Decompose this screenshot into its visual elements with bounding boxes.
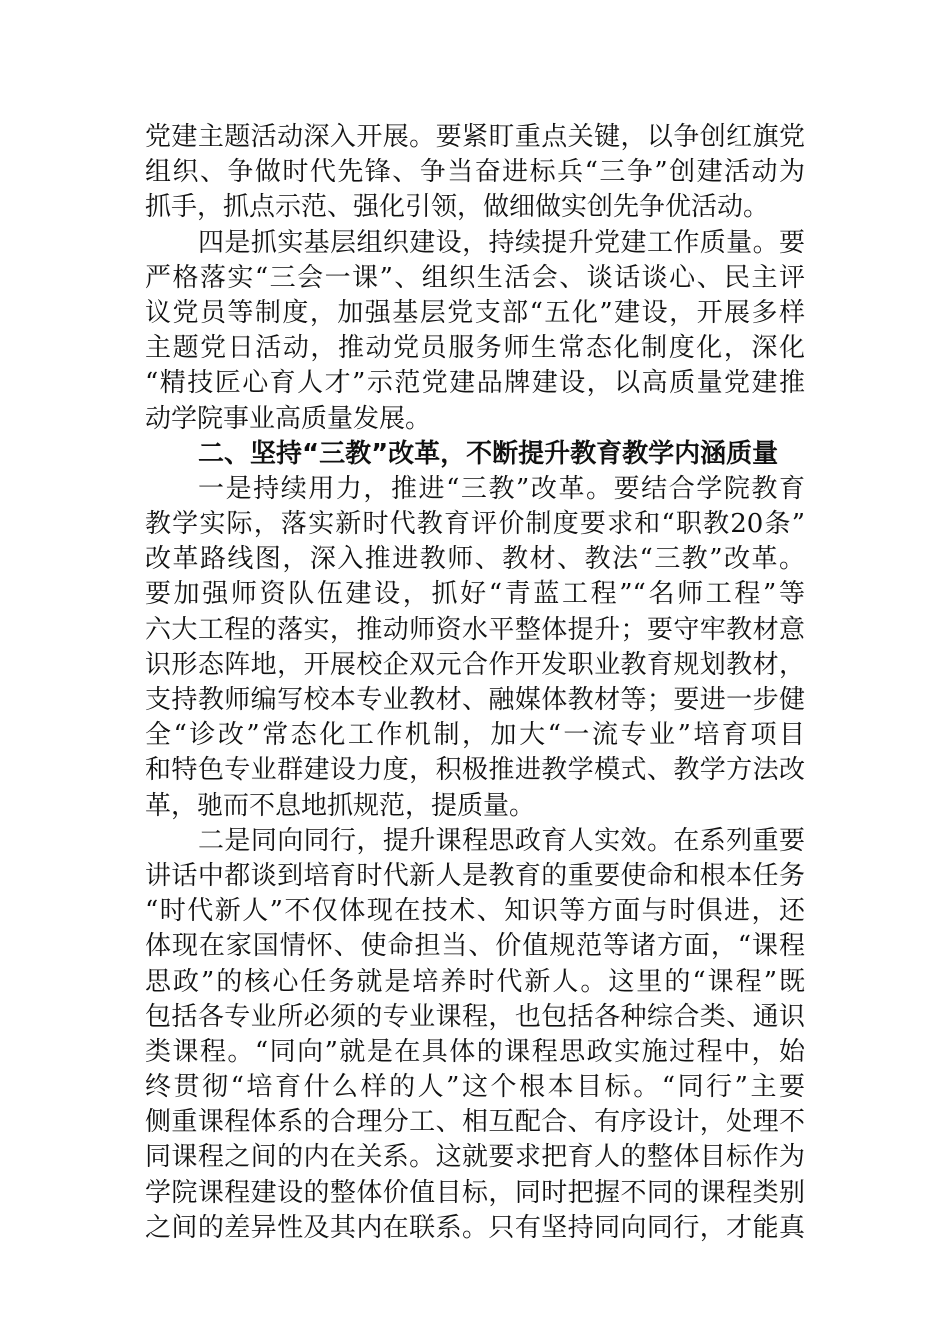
text-line: 改革路线图，深入推进教师、教材、教法“三教”改革。 — [145, 544, 805, 575]
text-line: 学院课程建设的整体价值目标，同时把握不同的课程类别 — [145, 1177, 805, 1208]
text-line: 类课程。“同向”就是在具体的课程思政实施过程中，始 — [145, 1036, 805, 1067]
text-line: 之间的差异性及其内在联系。只有坚持同向同行，才能真 — [145, 1212, 805, 1243]
text-line: 严格落实“三会一课”、组织生活会、谈话谈心、民主评 — [145, 262, 805, 293]
text-line: 四是抓实基层组织建设，持续提升党建工作质量。要 — [198, 227, 805, 258]
text-line: 党建主题活动深入开展。要紧盯重点关键，以争创红旗党 — [145, 122, 805, 152]
section-heading: 二、坚持“三教”改革，不断提升教育教学内涵质量 — [198, 438, 779, 469]
paragraph-3 — [145, 472, 805, 824]
text-line: 和特色专业群建设力度，积极推进教学模式、教学方法改 — [145, 755, 805, 786]
text-line: 革，驰而不息地抓规范，提质量。 — [145, 790, 536, 821]
text-line: 一是持续用力，推进“三教”改革。要结合学院教育 — [198, 473, 805, 504]
text-line: 动学院事业高质量发展。 — [145, 403, 432, 434]
text-line: 六大工程的落实，推动师资水平整体提升；要守牢教材意 — [145, 614, 805, 645]
text-line: 要加强师资队伍建设，抓好“青蓝工程”“名师工程”等 — [145, 579, 805, 610]
text-line: “时代新人”不仅体现在技术、知识等方面与时俱进，还 — [145, 896, 805, 927]
text-line: 思政”的核心任务就是培养时代新人。这里的“课程”既 — [145, 966, 805, 997]
paragraph-2 — [145, 226, 805, 437]
text-line: 讲话中都谈到培育时代新人是教育的重要使命和根本任务 — [145, 860, 805, 891]
text-line: 教学实际，落实新时代教育评价制度要求和“职教20条” — [145, 509, 805, 540]
text-line: 抓手，抓点示范、强化引领，做细做实创先争优活动。 — [145, 192, 770, 223]
text-line: 体现在家国情怀、使命担当、价值规范等诸方面，“课程 — [145, 931, 805, 962]
text-line: 主题党日活动，推动党员服务师生常态化制度化，深化 — [145, 333, 805, 364]
text-line: 组织、争做时代先锋、争当奋进标兵“三争”创建活动为 — [145, 157, 805, 188]
text-line: 识形态阵地，开展校企双元合作开发职业教育规划教材， — [145, 649, 805, 680]
text-line: 终贯彻“培育什么样的人”这个根本目标。“同行”主要 — [145, 1072, 805, 1103]
text-line: 同课程之间的内在关系。这就要求把育人的整体目标作为 — [145, 1142, 805, 1173]
text-line: “精技匠心育人才”示范党建品牌建设，以高质量党建推 — [145, 368, 805, 399]
paragraph-4 — [145, 824, 805, 1246]
text-line: 包括各专业所必须的专业课程，也包括各种综合类、通识 — [145, 1001, 805, 1032]
paragraph-1 — [145, 120, 805, 226]
text-line: 侧重课程体系的合理分工、相互配合、有序设计，处理不 — [145, 1107, 805, 1138]
text-line: 二是同向同行，提升课程思政育人实效。在系列重要 — [198, 825, 805, 856]
text-line: 议党员等制度，加强基层党支部“五化”建设，开展多样 — [145, 297, 805, 328]
document-body — [145, 120, 805, 1246]
text-line: 支持教师编写校本专业教材、融媒体教材等；要进一步健 — [145, 685, 805, 715]
text-line: 全“诊改”常态化工作机制，加大“一流专业”培育项目 — [145, 720, 805, 751]
